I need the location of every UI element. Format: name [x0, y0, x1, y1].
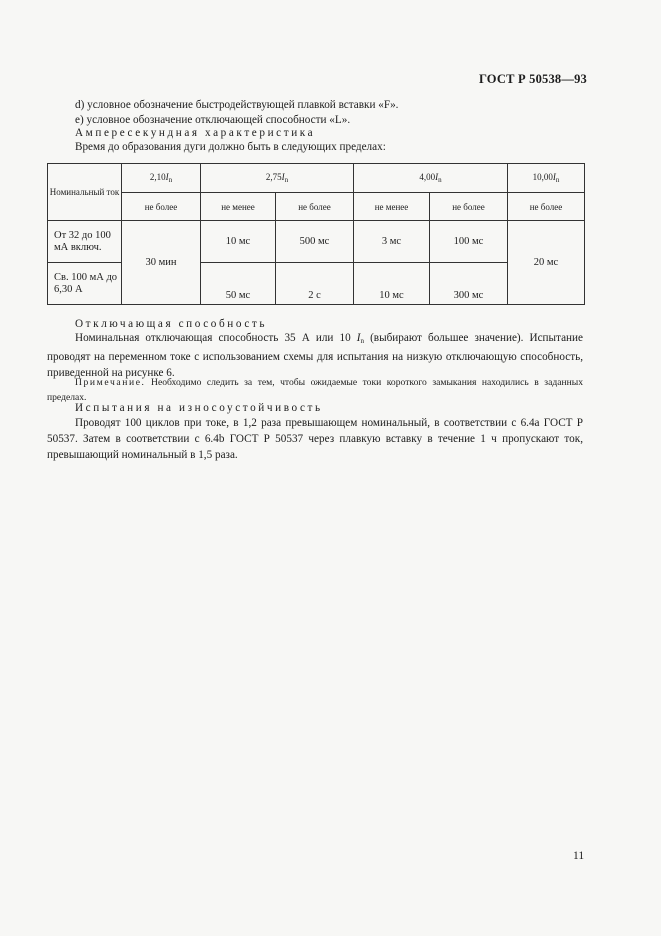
table-cell: 2 с	[276, 263, 354, 305]
subheader-cell: не более	[430, 193, 508, 221]
document-code: ГОСТ Р 50538—93	[478, 72, 587, 86]
table-cell: 300 мс	[430, 263, 508, 305]
breaking-capacity-paragraph: Номинальная отключающая способность 35 А или 10 $I_n$ (выбирают большее значение). Испытание проводят на переменном токе с использованием схемы для испытания на низкую отключающую способность, приведенной на рисунке 6.	[47, 332, 583, 379]
table-cell: 3 мс	[354, 221, 430, 263]
subheader-cell: не более	[276, 193, 354, 221]
list-item-d: d) условное обозначение быстродействующей плавкой вставки «F».	[75, 99, 399, 111]
merged-cell-1000: 20 мс	[508, 221, 585, 305]
time-limits-table	[47, 163, 585, 305]
subheader-cell: не более	[508, 193, 585, 221]
endurance-paragraph: Проводят 100 циклов при токе, в 1,2 раза превышающем номинальный, в соответствии с 6.4а ГОСТ Р 50537. Затем в соответствии с 6.4b ГОСТ Р 50537 через плавкую вставку в течение 1 ч пропускают ток, превышающий номинальный в 1,5 раза.	[47, 417, 583, 461]
rated-current-header: Номинальный ток	[48, 164, 122, 221]
group-header-275: $2,75I_n$	[201, 164, 354, 193]
subheader-cell: не менее	[354, 193, 430, 221]
table-cell: 10 мс	[354, 263, 430, 305]
table-cell: 50 мс	[201, 263, 276, 305]
subheader-cell: не более	[122, 193, 201, 221]
merged-cell-210: 30 мин	[122, 221, 201, 305]
row-label: Св. 100 мА до 6,30 А	[48, 263, 122, 305]
section-title-breaking-capacity: Отключающая способность	[75, 318, 268, 330]
group-header-210: $2,10I_n$	[122, 164, 201, 193]
row-label: От 32 до 100 мА включ.	[48, 221, 122, 263]
note: Примечание. Необходимо следить за тем, чтобы ожидаемые токи короткого замыкания находились в заданных пределах.	[47, 377, 583, 403]
table-cell: 10 мс	[201, 221, 276, 263]
group-header-400: $4,00I_n$	[354, 164, 508, 193]
list-item-e: e) условное обозначение отключающей способности «L».	[75, 114, 351, 126]
subheader-cell: не менее	[201, 193, 276, 221]
section-intro: Время до образования дуги должно быть в следующих пределах:	[75, 141, 386, 153]
section-title-ampere-second: Ампересекундная характеристика	[75, 127, 316, 139]
page-number: 11	[573, 850, 585, 862]
table-row	[48, 221, 585, 263]
table-cell: 100 мс	[430, 221, 508, 263]
section-title-endurance: Испытания на износоустойчивость	[75, 402, 323, 414]
table-cell: 500 мс	[276, 221, 354, 263]
group-header-1000: $10,00I_n$	[508, 164, 585, 193]
